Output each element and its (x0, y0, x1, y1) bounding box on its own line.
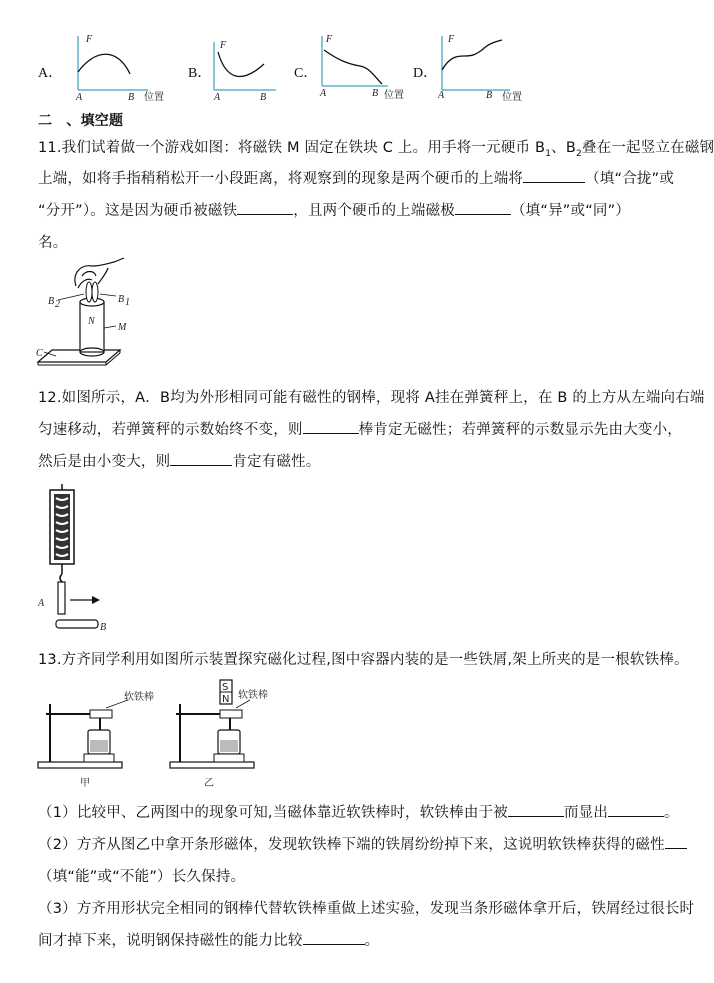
q12-text: 匀速移动，若弹簧秤的示数始终不变，则 (38, 422, 303, 438)
option-b-axis-b: B (260, 92, 267, 103)
q12-line-1: 12.如图所示，A．B均为外形相同可能有磁性的钢棒，现将 A挂在弹簧秤上，在 B 的上方从左端向右端 (38, 390, 705, 406)
option-c-axis-x: 位置 (384, 90, 404, 101)
q12-text: 棒肯定无磁性；若弹簧秤的示数显示先由大变小， (358, 422, 683, 438)
q13-fig-n: N (222, 694, 230, 705)
q13-part-3: （3）方齐用形状完全相同的钢棒代替软铁棒重做上述实验，发现当条形磁体拿开后，铁屑经过很长时 (38, 901, 695, 917)
option-c-graph (312, 30, 422, 102)
q12-blank-1[interactable] (303, 419, 359, 434)
q13-text: 而显出 (563, 805, 609, 821)
option-c-axis-y: F (326, 34, 333, 45)
option-a-axis-y: F (86, 34, 93, 45)
option-c-axis-b: B (372, 88, 379, 99)
q11-text: 叠在一起竖立在磁钢 (581, 140, 714, 156)
q11-fig-c: C (36, 348, 43, 359)
q11-fig-b1: B (118, 294, 125, 305)
option-a-graph (66, 30, 176, 102)
q13-fig-rod-right: 软铁棒 (238, 690, 268, 701)
q11-fig-b2-sub: 2 (55, 299, 60, 310)
q13-blank-2[interactable] (608, 802, 664, 817)
q12-fig-a: A (38, 598, 45, 609)
q11-blank-1[interactable] (523, 168, 585, 183)
q11-line-3 (38, 199, 630, 220)
q11-text: ，且两个硬币的上端磁极 (293, 203, 455, 219)
option-a-axis-x: 位置 (144, 92, 164, 103)
q11-line-4: 名。 (38, 235, 68, 251)
q11-blank-3[interactable] (455, 200, 511, 215)
option-d-axis-b: B (486, 90, 493, 101)
q12-line-2 (38, 418, 682, 439)
option-b-graph (204, 38, 294, 102)
option-c-label: C． (294, 66, 318, 81)
q13-fig-s: S (222, 682, 229, 693)
option-a-axis-a: A (76, 92, 83, 103)
q13-part-2 (38, 833, 687, 854)
q12-text: 肯定有磁性。 (232, 454, 321, 470)
option-d-axis-y: F (448, 34, 455, 45)
q11-blank-2[interactable] (237, 200, 293, 215)
q11-sub: 2 (575, 148, 582, 159)
q12-line-3 (38, 450, 321, 471)
q11-text: 、B (551, 140, 576, 156)
q11-fig-b2: B (48, 296, 55, 307)
q11-text: 上端，如将手指稍稍松开一小段距离，将观察到的现象是两个硬币的上端将 (38, 171, 524, 187)
q11-text: 11.我们试着做一个游戏如图：将磁铁 M 固定在铁块 C 上。用手将一元硬币 B (38, 140, 546, 156)
q13-part-2-cont: （填“能”或“不能”）长久保持。 (38, 869, 246, 885)
q13-text: （1）比较甲、乙两图中的现象可知,当磁体靠近软铁棒时，软铁棒由于被 (38, 805, 508, 821)
option-d-axis-a: A (438, 90, 445, 101)
q11-line-2 (38, 167, 674, 188)
option-b-axis-a: A (214, 92, 221, 103)
q13-text: （2）方齐从图乙中拿开条形磁体，发现软铁棒下端的铁屑纷纷掉下来，这说明软铁棒获得的磁性 (38, 837, 665, 853)
option-c-axis-a: A (320, 88, 327, 99)
q13-blank-1[interactable] (508, 802, 564, 817)
q11-text: “分开”）。这是因为硬币被磁铁 (38, 203, 238, 219)
q12-text: 然后是由小变大，则 (38, 454, 171, 470)
q12-fig-b: B (100, 622, 107, 633)
section-title: 二 、填空题 (38, 113, 124, 129)
q13-fig-cap-right: 乙 (204, 778, 214, 789)
q11-text: （填“异”或“同”） (510, 203, 631, 219)
q12-blank-2[interactable] (170, 451, 232, 466)
q13-part-3-cont (38, 929, 379, 950)
q11-fig-m: M (118, 322, 127, 333)
q11-sub: 1 (545, 148, 552, 159)
q13-blank-4[interactable] (303, 930, 365, 945)
q11-fig-b1-sub: 1 (125, 297, 130, 308)
q11-line-1 (38, 136, 714, 159)
q13-intro: 13.方齐同学利用如图所示装置探究磁化过程,图中容器内装的是一些铁屑,架上所夹的是一根软铁棒。 (38, 652, 689, 668)
q13-text: 间才掉下来，说明钢保持磁性的能力比较 (38, 933, 303, 949)
option-d-axis-x: 位置 (502, 92, 522, 103)
q13-fig-rod-left: 软铁棒 (124, 692, 154, 703)
option-a-axis-b: B (128, 92, 135, 103)
option-a-label: A． (38, 66, 63, 81)
option-b-label: B． (188, 66, 212, 81)
option-b-axis-y: F (220, 40, 227, 51)
q13-fig-cap-left: 甲 (80, 778, 90, 789)
q11-fig-n: N (88, 316, 95, 327)
q11-text: （填“合拢”或 (585, 171, 675, 187)
q11-figure (36, 258, 136, 370)
option-d-label: D． (413, 66, 438, 81)
q13-blank-3[interactable] (665, 834, 687, 849)
q13-figure (36, 676, 266, 790)
q12-figure (34, 482, 124, 634)
option-d-graph (430, 30, 540, 102)
q13-part-1 (38, 801, 679, 822)
q13-text: 。 (364, 933, 380, 949)
q13-text: 。 (664, 805, 679, 821)
